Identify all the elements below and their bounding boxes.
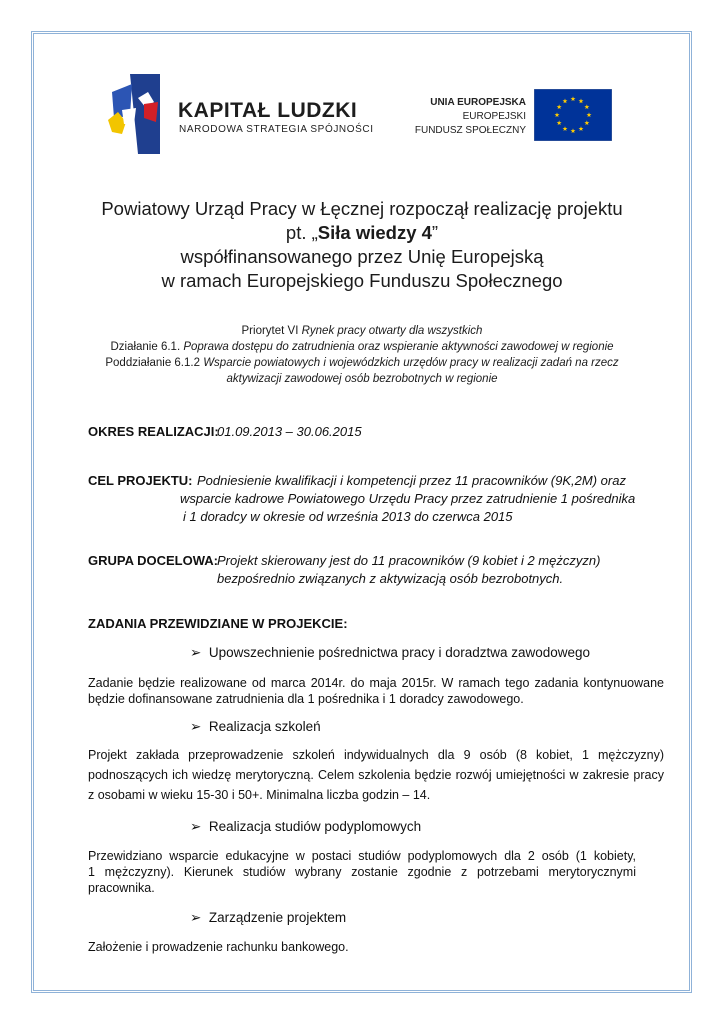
task-title-text: Zarządzenie projektem bbox=[208, 910, 347, 925]
task-description-line: Zadanie będzie realizowane od marca 2014r. do maja 2015r. W ramach tego zadania kontynuowane bbox=[88, 676, 664, 690]
task-title-text: Upowszechnienie pośrednictwa pracy i doradztwa zawodowego bbox=[208, 645, 591, 660]
grupa-line1: Projekt skierowany jest do 11 pracowników (9 kobiet i 2 mężczyzn) bbox=[217, 553, 601, 568]
task-description-line: z osobami w wieku 15-30 i 50+. Minimalna liczba godzin – 14. bbox=[88, 788, 431, 802]
zadania-heading: ZADANIA PRZEWIDZIANE W PROJEKCIE: bbox=[88, 616, 348, 631]
grupa-label: GRUPA DOCELOWA: bbox=[88, 553, 218, 568]
kapital-ludzki-subtitle: NARODOWA STRATEGIA SPÓJNOŚCI bbox=[179, 124, 374, 135]
poddzialanie-label: Poddziałanie 6.1.2 bbox=[105, 357, 204, 369]
priority-line bbox=[60, 325, 664, 337]
task-title bbox=[190, 819, 421, 835]
eu-flag-icon bbox=[534, 89, 612, 141]
project-title: Siła wiedzy 4 bbox=[317, 222, 432, 243]
poddzialanie-line bbox=[60, 357, 664, 369]
headline-suffix: ” bbox=[431, 222, 439, 243]
arrow-bullet-icon: ➢ bbox=[190, 910, 202, 925]
task-title-text: Realizacja studiów podyplomowych bbox=[208, 819, 422, 834]
kapital-ludzki-title: KAPITAŁ LUDZKI bbox=[178, 99, 358, 122]
task-title bbox=[190, 645, 590, 661]
headline-line3: współfinansowanego przez Unię Europejską bbox=[180, 246, 544, 267]
priority-text: Rynek pracy otwarty dla wszystkich bbox=[301, 325, 483, 337]
cel-label: CEL PROJEKTU: bbox=[88, 473, 193, 488]
priority-label: Priorytet VI bbox=[241, 325, 302, 337]
dzialanie-text: Poprawa dostępu do zatrudnienia oraz wspieranie aktywności zawodowej w regionie bbox=[183, 341, 614, 353]
headline-prefix: pt. „ bbox=[285, 222, 318, 243]
kapital-ludzki-logo-icon bbox=[108, 74, 164, 154]
arrow-bullet-icon: ➢ bbox=[190, 645, 202, 660]
dzialanie-label: Działanie 6.1. bbox=[110, 341, 184, 353]
eu-logo-line3: FUNDUSZ SPOŁECZNY bbox=[414, 125, 526, 136]
eu-logo-line2: EUROPEJSKI bbox=[462, 111, 526, 122]
grupa-line2: bezpośrednio związanych z aktywizacją osób bezrobotnych. bbox=[217, 571, 564, 586]
headline-line4: w ramach Europejskiego Funduszu Społecznego bbox=[161, 270, 563, 291]
eu-logo-line1: UNIA EUROPEJSKA bbox=[430, 97, 526, 108]
poddzialanie-line2: aktywizacji zawodowej osób bezrobotnych w regionie bbox=[226, 373, 498, 385]
task-title bbox=[190, 719, 321, 735]
cel-line3: i 1 doradcy w okresie od września 2013 do czerwca 2015 bbox=[183, 509, 513, 524]
headline-line1: Powiatowy Urząd Pracy w Łęcznej rozpoczął realizację projektu bbox=[101, 198, 623, 219]
headline-line2 bbox=[60, 222, 664, 244]
cel-line2: wsparcie kadrowe Powiatowego Urzędu Pracy przez zatrudnienie 1 pośrednika bbox=[180, 491, 636, 506]
dzialanie-line bbox=[60, 341, 664, 353]
okres-value: 01.09.2013 – 30.06.2015 bbox=[217, 424, 362, 439]
okres-label: OKRES REALIZACJI: bbox=[88, 424, 219, 439]
task-description-line: Projekt zakłada przeprowadzenie szkoleń indywidualnych dla 9 osób (8 kobiet, 1 mężczyzny) bbox=[88, 748, 664, 762]
arrow-bullet-icon: ➢ bbox=[190, 719, 202, 734]
task-description-line: pracownika. bbox=[88, 881, 155, 895]
task-description-line: podnoszących ich wiedzę merytoryczną. Celem szkolenia będzie rozwój umiejętności w zakresie pracy bbox=[88, 768, 664, 782]
cel-line1: Podniesienie kwalifikacji i kompetencji przez 11 pracowników (9K,2M) oraz bbox=[197, 473, 626, 488]
task-title-text: Realizacja szkoleń bbox=[208, 719, 321, 734]
task-description-line: Przewidziano wsparcie edukacyjne w postaci studiów podyplomowych dla 2 osób (1 kobiety, bbox=[88, 849, 636, 863]
eu-logo-text bbox=[410, 96, 526, 138]
poddzialanie-text: Wsparcie powiatowych i wojewódzkich urzędów pracy w realizacji zadań na rzecz bbox=[203, 357, 619, 369]
task-description-line: będzie dofinansowane zatrudnienia dla 1 pośrednika i 1 doradcy zawodowego. bbox=[88, 692, 524, 706]
arrow-bullet-icon: ➢ bbox=[190, 819, 202, 834]
task-title bbox=[190, 910, 346, 926]
task-description-line: Założenie i prowadzenie rachunku bankowego. bbox=[88, 940, 349, 954]
task-description-line: 1 mężczyzny). Kierunek studiów wybrany zostanie zgodnie z potrzebami merytorycznymi bbox=[88, 865, 636, 879]
